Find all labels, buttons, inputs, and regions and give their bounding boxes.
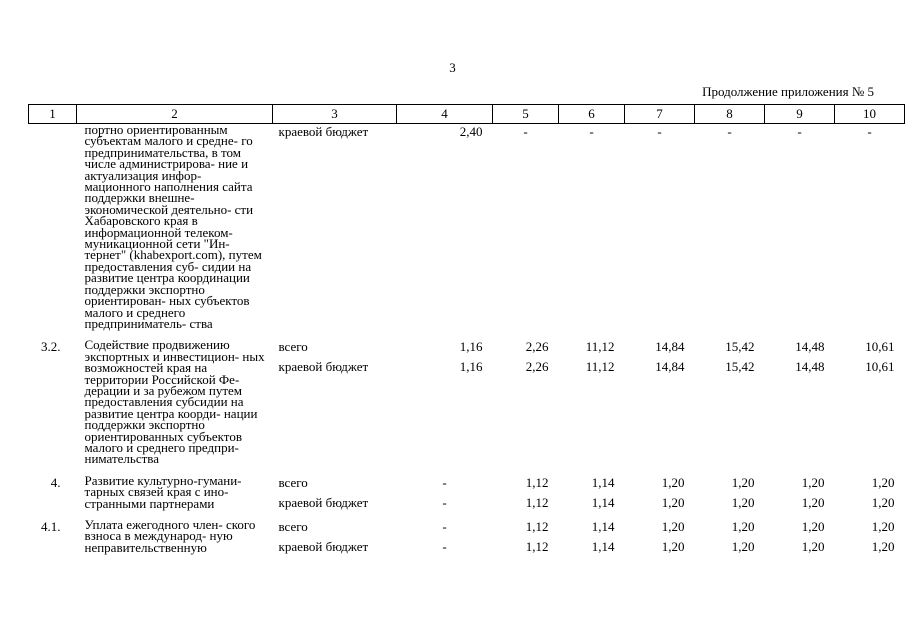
value-cell bbox=[695, 335, 765, 470]
col-header: 1 bbox=[29, 105, 77, 124]
value: - bbox=[727, 124, 732, 139]
value: 2,26 bbox=[525, 359, 549, 375]
value-cell bbox=[625, 471, 695, 515]
value-cell bbox=[559, 515, 625, 559]
appendix-caption: Продолжение приложения № 5 bbox=[702, 84, 874, 99]
col-header: 4 bbox=[397, 105, 493, 124]
value: 14,84 bbox=[655, 339, 685, 355]
value: 11,12 bbox=[585, 359, 615, 375]
column-number-header-row bbox=[29, 105, 905, 124]
funding-source-label: всего bbox=[278, 474, 308, 490]
funding-source bbox=[273, 124, 397, 336]
value: 1,20 bbox=[801, 539, 825, 554]
value-cell bbox=[493, 515, 559, 559]
value-cell bbox=[559, 471, 625, 515]
col-header: 8 bbox=[695, 105, 765, 124]
value: - bbox=[523, 124, 528, 139]
value: 1,20 bbox=[801, 519, 825, 534]
col-header: 7 bbox=[625, 105, 695, 124]
value: 1,20 bbox=[731, 539, 755, 554]
col-header: 5 bbox=[493, 105, 559, 124]
table-row bbox=[29, 515, 905, 559]
funding-source bbox=[273, 471, 397, 515]
funding-source-label: всего bbox=[278, 519, 308, 534]
funding-source-label: краевой бюджет bbox=[278, 359, 369, 375]
value: 1,12 bbox=[525, 474, 549, 490]
value-cell bbox=[397, 471, 493, 515]
value-cell bbox=[765, 471, 835, 515]
value: 1,20 bbox=[871, 519, 895, 534]
col-header: 10 bbox=[835, 105, 905, 124]
value: 1,20 bbox=[801, 474, 825, 490]
funding-table bbox=[28, 104, 905, 559]
value-cell bbox=[695, 471, 765, 515]
value: - bbox=[589, 124, 594, 139]
value-cell bbox=[493, 335, 559, 470]
value: 15,42 bbox=[725, 339, 755, 355]
value: 14,84 bbox=[655, 359, 685, 375]
value: - bbox=[442, 539, 447, 554]
value-cell bbox=[835, 515, 905, 559]
value: 1,16 bbox=[459, 359, 483, 375]
value: - bbox=[657, 124, 662, 139]
value-cell bbox=[765, 124, 835, 336]
item-description: Развитие культурно-гумани- тарных связей края с ино- странными партнерами bbox=[84, 472, 242, 511]
item-number: 4.1. bbox=[41, 519, 61, 534]
value: 1,20 bbox=[731, 519, 755, 534]
value: 1,20 bbox=[871, 494, 895, 510]
item-number: 3.2. bbox=[41, 339, 61, 355]
value: - bbox=[797, 124, 802, 139]
value: 1,12 bbox=[525, 539, 549, 554]
value: 14,48 bbox=[795, 339, 825, 355]
value-cell bbox=[765, 335, 835, 470]
table-row bbox=[29, 335, 905, 470]
value-cell bbox=[397, 124, 493, 336]
value: 1,14 bbox=[591, 474, 615, 490]
value-cell bbox=[835, 471, 905, 515]
value: 1,20 bbox=[661, 474, 685, 490]
col-header: 9 bbox=[765, 105, 835, 124]
value: - bbox=[442, 494, 447, 510]
value: 1,20 bbox=[661, 519, 685, 534]
item-number: 4. bbox=[50, 474, 61, 490]
value: 1,14 bbox=[591, 539, 615, 554]
item-description: Уплата ежегодного член- ского взноса в международ- ную неправительственную bbox=[84, 517, 256, 555]
value: 11,12 bbox=[585, 339, 615, 355]
value-cell bbox=[695, 124, 765, 336]
value: - bbox=[867, 124, 872, 139]
value: 1,14 bbox=[591, 519, 615, 534]
value: 1,20 bbox=[731, 474, 755, 490]
table-row bbox=[29, 124, 905, 336]
value-cell bbox=[625, 335, 695, 470]
value: 10,61 bbox=[865, 359, 895, 375]
value: 1,12 bbox=[525, 494, 549, 510]
value: 2,40 bbox=[459, 124, 483, 139]
funding-source-label: всего bbox=[278, 339, 308, 355]
funding-source bbox=[273, 335, 397, 470]
value: 14,48 bbox=[795, 359, 825, 375]
funding-source bbox=[273, 515, 397, 559]
value-cell bbox=[493, 471, 559, 515]
value: - bbox=[442, 519, 447, 534]
value: 1,20 bbox=[801, 494, 825, 510]
value-cell bbox=[765, 515, 835, 559]
item-description: портно ориентированным субъектам малого и средне- го предпринимательства, в том числе администрирова- ние и актуализация инфор- мационного наполнения сайта поддержки внешне- экономической деятельно- сти Хабаровского края в информационной телеком- муникационной сети "Ин- тернет" (khabexport.com), путем предоставления суб- сидии на развитие центра координации поддержки экспортно ориентирован- ных субъектов малого и среднего предприниматель- ства bbox=[84, 122, 262, 331]
value: 10,61 bbox=[865, 339, 895, 355]
value-cell bbox=[835, 124, 905, 336]
value: 15,42 bbox=[725, 359, 755, 375]
value: 2,26 bbox=[525, 339, 549, 355]
value-cell bbox=[559, 335, 625, 470]
value-cell bbox=[493, 124, 559, 336]
funding-source-label: краевой бюджет bbox=[278, 494, 369, 510]
value-cell bbox=[835, 335, 905, 470]
value-cell bbox=[559, 124, 625, 336]
value: 1,20 bbox=[871, 474, 895, 490]
value-cell bbox=[695, 515, 765, 559]
value: 1,20 bbox=[731, 494, 755, 510]
col-header: 3 bbox=[273, 105, 397, 124]
item-number bbox=[29, 124, 77, 336]
value: 1,14 bbox=[591, 494, 615, 510]
value-cell bbox=[625, 124, 695, 336]
item-description: Содействие продвижению экспортных и инвестицион- ных возможностей края на территории Российской Фе- дерации и за рубежом путем предоставления субсидии на развитие центра коорди- нации поддержки экспортно ориентированных субъектов малого и среднего предпри- нимательства bbox=[84, 337, 265, 467]
funding-source-label: краевой бюджет bbox=[278, 124, 369, 139]
value: 1,12 bbox=[525, 519, 549, 534]
page-number: 3 bbox=[449, 60, 456, 75]
value: - bbox=[442, 474, 447, 490]
value: 1,20 bbox=[661, 494, 685, 510]
col-header: 6 bbox=[559, 105, 625, 124]
funding-source-label: краевой бюджет bbox=[278, 539, 369, 554]
value-cell bbox=[397, 335, 493, 470]
col-header: 2 bbox=[77, 105, 273, 124]
value: 1,16 bbox=[459, 339, 483, 355]
value-cell bbox=[397, 515, 493, 559]
value: 1,20 bbox=[661, 539, 685, 554]
value-cell bbox=[625, 515, 695, 559]
value: 1,20 bbox=[871, 539, 895, 554]
table-row bbox=[29, 471, 905, 515]
